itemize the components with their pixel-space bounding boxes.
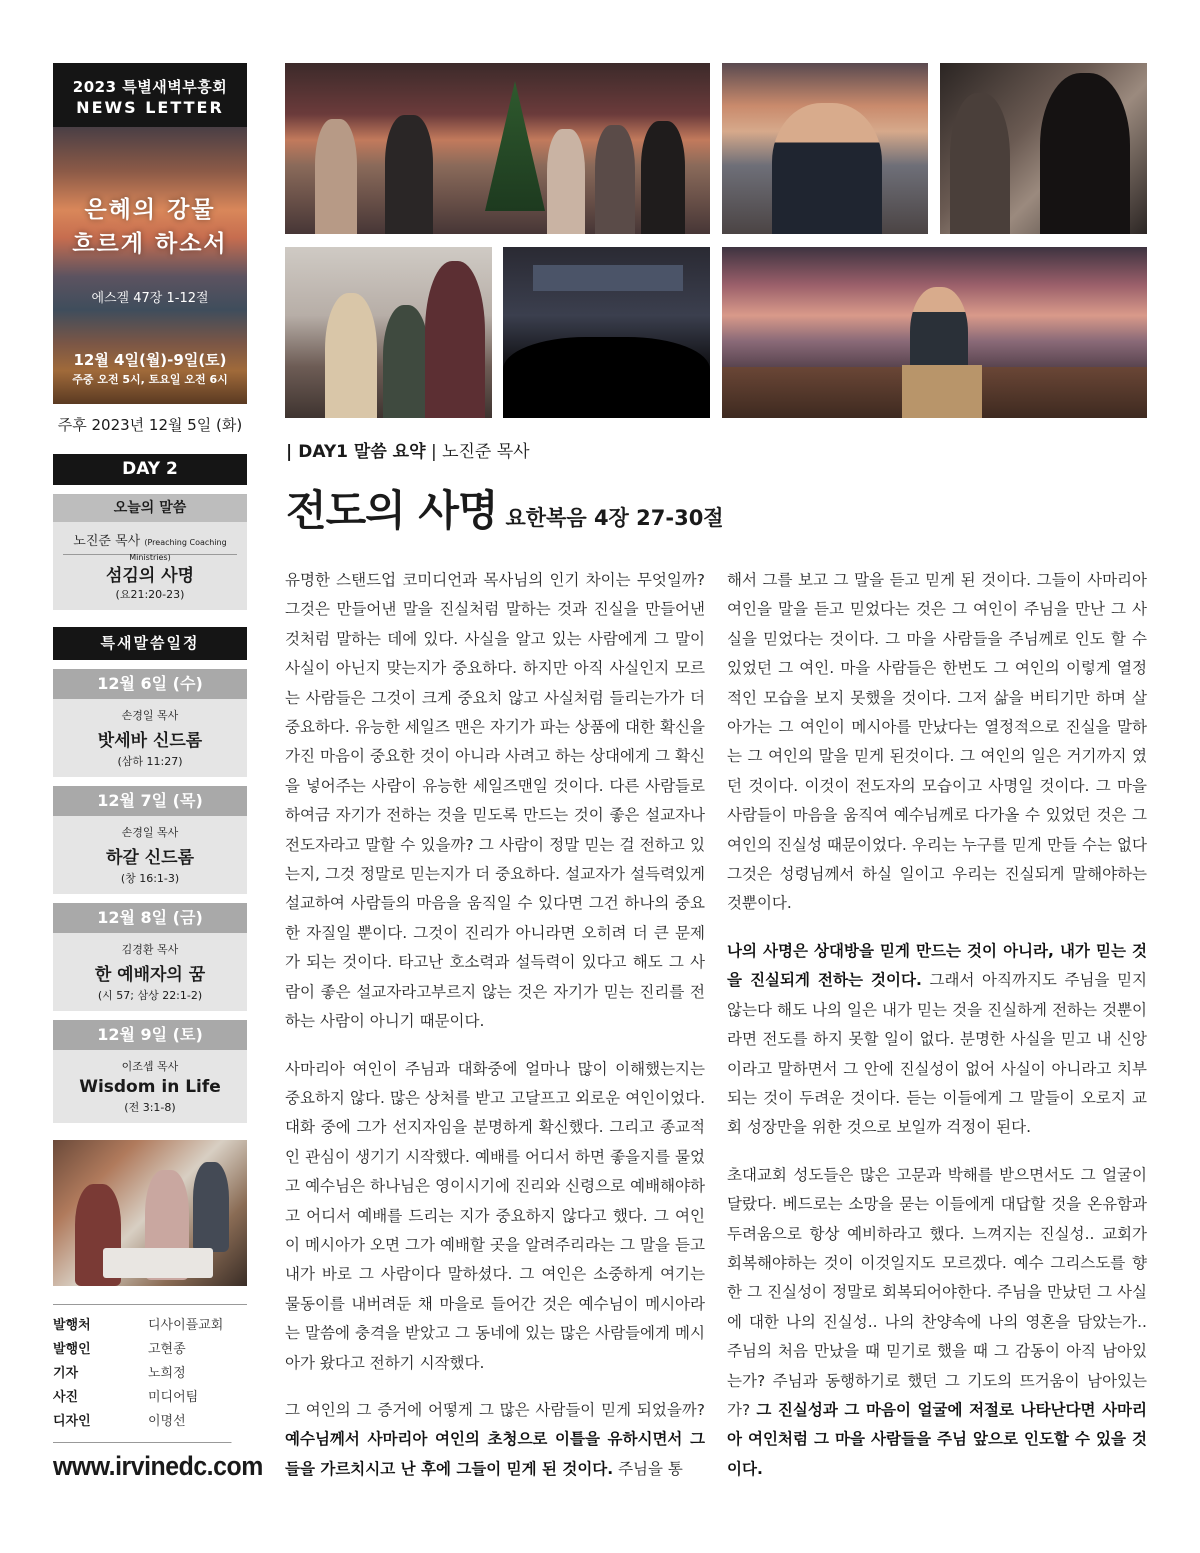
screen [533, 265, 683, 291]
schedule-ref: (전 3:1-8) [124, 1101, 176, 1114]
article-text: 해서 그를 보고 그 말을 듣고 믿게 된 것이다. 그들이 사마리아 여인을 말을 듣고 믿었다는 것은 그 여인이 주님을 만난 그 사실을 믿었다는 것이다. 그 마을 사람들을 주님께로 인도 할 수 있었던 그 여인. 마을 사람들은 한번도 그 여인의 이렇게 열정적인 모습을 보지 못했을 것이다. 그저 삶을 버티기만 하며 살아가는 그 여인이 메시아를 만났다는 열정적으로 진실을 말하는 그 여인의 말을 믿게 된것이다. 그 여인의 일은 거기까지 였던 것이다. 이것이 전도자의 모습이고 사명일 것이다. 그 마을 사람들이 마음을 움직여 예수님께로 다가올 수 있었던 것은 그 여인의 진실성 때문이었다. 우리는 누구를 믿게 만들 수는 없다 그것은 성령님께서 하실 일이고 우리는 진실되게 말해야하는 것뿐이다. [727, 571, 1147, 913]
schedule-date: 12월 6일 (수) [53, 669, 247, 699]
schedule-title: 하갈 신드롬 [105, 848, 195, 868]
credit-key: 디자인 [53, 1414, 91, 1429]
poster-times: 주중 오전 5시, 토요일 오전 6시 [72, 373, 228, 386]
christmas-tree [485, 81, 545, 211]
photo-table [103, 1248, 213, 1278]
schedule-item [53, 786, 247, 894]
schedule-header: 특새말씀일정 [53, 627, 247, 660]
credit-key: 발행처 [53, 1318, 91, 1333]
article-headline [286, 478, 724, 538]
poster-title-line1: 은혜의 강물 [84, 196, 216, 223]
section-label [286, 437, 530, 462]
article-column-right [727, 566, 1147, 1502]
photo-figure [595, 125, 635, 234]
schedule-title: Wisdom in Life [79, 1077, 221, 1097]
credit-row [53, 1410, 247, 1434]
preacher-stage-photo [722, 247, 1147, 418]
newsletter-banner [53, 63, 247, 127]
photo-figure [385, 115, 433, 234]
pulpit [902, 365, 982, 418]
section-tag: DAY1 말씀 요약 [298, 442, 426, 462]
article-paragraph [285, 1396, 705, 1484]
credit-value: 이명선 [148, 1414, 186, 1429]
schedule-title: 밧세바 신드롬 [97, 731, 203, 751]
photo-figure [325, 293, 377, 418]
congregation-photo [503, 247, 710, 418]
schedule-item [53, 1020, 247, 1123]
today-sermon-header: 오늘의 말씀 [53, 495, 247, 522]
crowd-silhouette [503, 337, 710, 418]
schedule-item [53, 669, 247, 777]
section-author: 노진준 목사 [442, 442, 530, 462]
worshiper-photo [940, 63, 1147, 234]
schedule-speaker: 김경환 목사 [121, 943, 179, 956]
article-text: 사마리아 여인이 주님과 대화중에 얼마나 많이 이해했는지는 중요하지 않다. 많은 상처를 받고 고달프고 외로운 여인이었다. 대화 중에 그가 선지자임을 분명하게 확신했다. 그리고 종교적인 관심이 생기기 시작했다. 예배를 어디서 하면 좋을지를 물었고 예수님은 하나님은 영이시기에 진리와 신령으로 예배해야하고 어디서 예배를 드리는 지가 중요하지 않다고 했다. 그 여인이 메시아가 오면 그가 예배할 곳을 알려주리라는 그 말을 듣고 내가 바로 그 사람이다 말하셨다. 그 여인은 소중하게 여기는 물동이를 내버려둔 채 마을로 들어간 것은 예수님이 메시아라는 말씀에 충격을 받았고 그 동네에 있는 많은 사람들에게 메시아가 왔다고 전하기 시작했다. [285, 1059, 705, 1372]
photo-figure [641, 121, 685, 234]
photo-figure [315, 119, 357, 234]
article-paragraph [285, 566, 705, 1037]
photo-figure [383, 305, 429, 418]
credit-row [53, 1314, 247, 1338]
photo-figure [772, 103, 882, 234]
poster-title-line2: 흐르게 하소서 [72, 230, 228, 257]
sidebar-photo [53, 1140, 247, 1286]
article-emphasis: 예수님께서 사마리아 여인의 초청으로 이틀을 유하시면서 그들을 가르치시고 난 후에 그들이 믿게 된 것이다. [285, 1430, 705, 1478]
credits [53, 1304, 247, 1434]
sidebar [53, 63, 263, 1482]
article-text: 초대교회 성도들은 많은 고문과 박해를 받으면서도 그 얼굴이 달랐다. 베드로는 소망을 묻는 이들에게 대답할 것을 온유함과 두려움으로 항상 예비하라고 했다. 느껴지는 진실성.. 교회가 회복해야하는 것이 이것일지도 모르겠다. 예수 그리스도를 향한 그 진실성이 정말로 회복되어야한다. 주님을 만났던 그 사실에 대한 나의 진실성.. 나의 찬양속에 나의 영혼을 담았는가.. 주님의 처음 만났을 때 믿기로 했을 때 그 감동이 아직 남아있는가? 주님과 동행하기로 했던 그 기도의 뜨거움이 남아있는가? [727, 1165, 1147, 1419]
article-emphasis: 나의 사명은 상대방을 믿게 만드는 것이 아니라, 내가 믿는 것을 진실되게 전하는 것이다. [727, 941, 1147, 990]
article-title: 전도의 사명 [286, 486, 498, 535]
day-label: DAY 2 [53, 454, 247, 485]
photo-figure [425, 261, 485, 418]
today-sermon-card [53, 494, 247, 610]
article-text: 그 여인의 그 증거에 어떻게 그 많은 사람들이 믿게 되었을까? [285, 1400, 705, 1419]
credit-value: 고현종 [148, 1342, 186, 1357]
credit-key: 사진 [53, 1390, 79, 1405]
website-url: www.irvinedc.com [53, 1442, 231, 1482]
credit-key: 발행인 [53, 1342, 91, 1357]
poster-verse: 에스겔 47장 1-12절 [91, 291, 209, 306]
event-poster [53, 127, 247, 404]
article-text: 주님을 통 [613, 1459, 683, 1478]
today-sermon-title: 섬김의 사명 [105, 566, 195, 586]
article-paragraph [727, 1161, 1147, 1484]
article-emphasis: 그 진실성과 그 마음이 얼굴에 저절로 나타난다면 사마리아 여인처럼 그 마을 사람들을 주님 앞으로 인도할 수 있을 것이다. [727, 1400, 1147, 1478]
issue-date: 주후 2023년 12월 5일 (화) [57, 416, 243, 434]
article-column-left [285, 566, 705, 1502]
article-paragraph [727, 566, 1147, 919]
label-bar: | [286, 442, 293, 462]
article-paragraph [727, 937, 1147, 1143]
schedule-date: 12월 7일 (목) [53, 786, 247, 816]
label-bar: | [430, 442, 443, 462]
schedule-item [53, 903, 247, 1011]
credit-value: 노희정 [148, 1366, 186, 1381]
preacher-photo [722, 63, 928, 234]
credit-row [53, 1338, 247, 1362]
article-text: 그래서 아직까지도 주님을 믿지 않는다 해도 나의 일은 내가 믿는 것을 진실하게 전하는 것뿐이라면 전도를 하지 못할 일이 없다. 분명한 사실을 믿고 내 신앙이라고 말하면서 그 안에 진실성이 없어 사실이 아니라고 치부되는 것이 두려운 것이다. 듣는 이들에게 그 말들이 오로지 교회 성장만을 위한 것으로 보일까 걱정이 된다. [727, 971, 1148, 1137]
poster-title [53, 193, 247, 261]
schedule-title: 한 예배자의 꿈 [94, 965, 206, 985]
poster-dates: 12월 4일(월)-9일(토) [73, 351, 227, 369]
credit-value: 미디어팀 [148, 1390, 199, 1405]
photo-figure [547, 129, 585, 234]
worship-band-photo [285, 63, 710, 234]
schedule-speaker: 손경일 목사 [121, 709, 179, 722]
banner-event-name: 2023 특별새벽부흥회 [72, 78, 228, 96]
credit-value: 디사이플교회 [148, 1318, 224, 1333]
schedule-date: 12월 8일 (금) [53, 903, 247, 933]
photo-figure [950, 93, 1010, 234]
article-paragraph [285, 1055, 705, 1378]
schedule-date: 12월 9일 (토) [53, 1020, 247, 1050]
photo-figure [1040, 73, 1130, 234]
schedule-speaker: 이조셉 목사 [121, 1060, 179, 1073]
today-speaker [53, 522, 247, 562]
banner-newsletter-label: NEWS LETTER [76, 98, 224, 117]
credit-key: 기자 [53, 1366, 79, 1381]
today-speaker-name: 노진준 목사 [73, 534, 141, 549]
article-text: 유명한 스탠드업 코미디언과 목사님의 인기 차이는 무엇일까? 그것은 만들어낸 말을 진실처럼 말하는 것과 진실을 만들어낸 것처럼 말하는 데에 있다. 사실을 알고 있는 사람에게 그 말이 사실이 아닌지 맞는지가 중요하다. 하지만 아직 사실인지 모르는 사람들은 그것이 크게 중요치 않고 사실처럼 들리는가가 더 중요하다. 유능한 세일즈 맨은 자기가 파는 상품에 대한 확신을 가진 마음이 중요한 것이 아니라 사려고 하는 상대에게 그 확신을 넣어주는 사람이 유능한 세일즈맨일 것이다. 다른 사람들로 하여금 자기가 전하는 것을 믿도록 만드는 것이 좋은 설교자나 전도자라고 말할 수 있을까? 그 사람이 정말 믿는 걸 전하고 있는지, 그것 정말로 믿는지가 더 중요하다. 설교자가 설득력있게 설교하여 사람들의 마음을 움직일 수 있다면 그건 하나의 중요한 자질일 뿐이다. 그것이 진리가 아니라면 오히려 더 큰 문제가 되는 것이다. 타고난 호소력과 설득력이 있다고 해도 그 사람이 좋은 설교자라고부르지 않는 것은 자기가 믿는 진리를 전하는 사람이 아니기 때문이다. [285, 571, 705, 1031]
credit-row [53, 1362, 247, 1386]
credit-row [53, 1386, 247, 1410]
fellowship-photo [285, 247, 492, 418]
schedule-ref: (창 16:1-3) [120, 872, 180, 885]
schedule-speaker: 손경일 목사 [121, 826, 179, 839]
today-sermon-ref: (요21:20-23) [115, 588, 185, 601]
schedule-ref: (시 57; 삼상 22:1-2) [97, 989, 203, 1002]
article-subtitle: 요한복음 4장 27-30절 [505, 506, 724, 530]
photo-figure [193, 1162, 229, 1252]
schedule-ref: (삼하 11:27) [117, 755, 183, 768]
today-speaker-org: (Preaching Coaching Ministries) [129, 538, 227, 562]
